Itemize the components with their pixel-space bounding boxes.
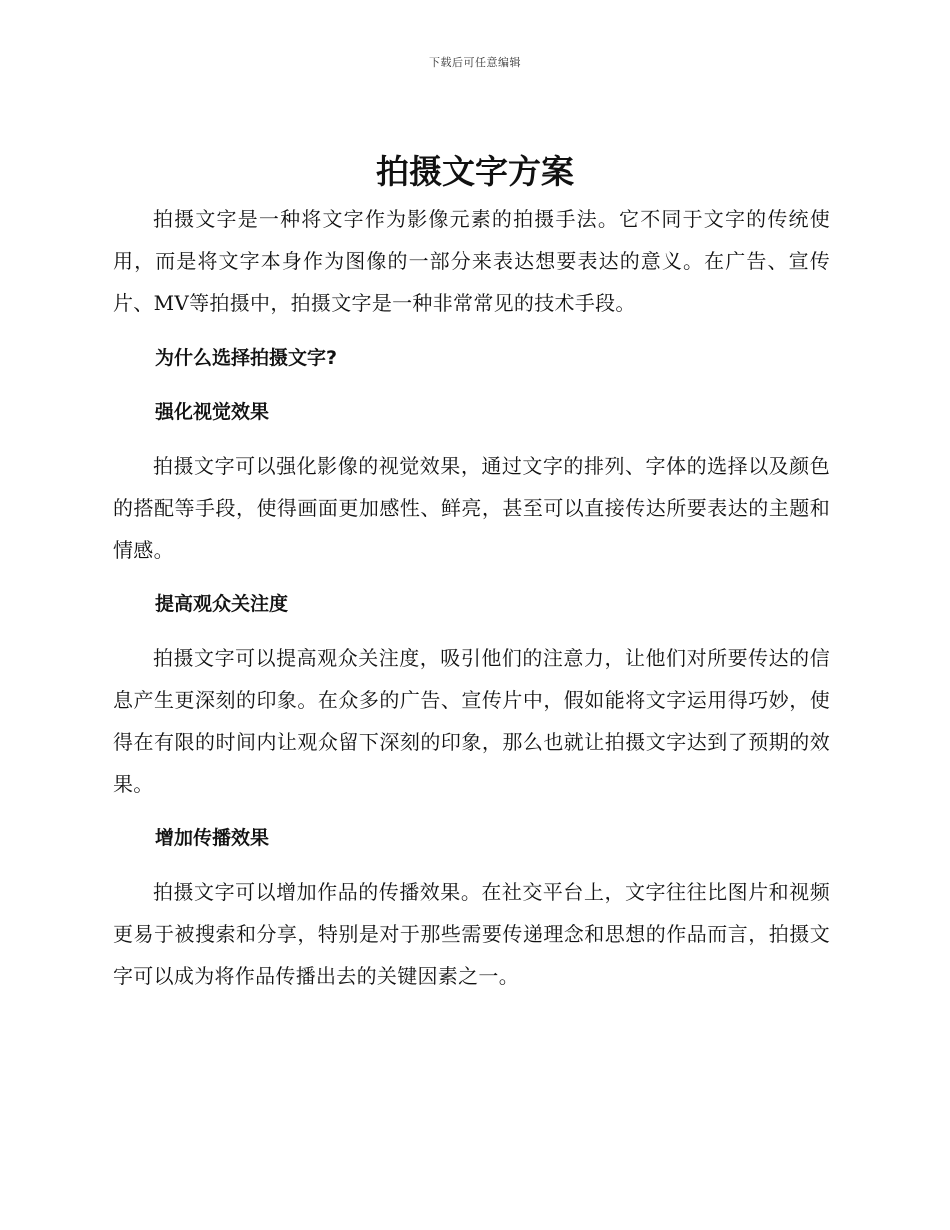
section-paragraph-spread: 拍摄文字可以增加作品的传播效果。在社交平台上，文字往往比图片和视频更易于被搜索和分享，特别是对于那些需要传递理念和思想的作品而言，拍摄文字可以成为将作品传播出去的关键因素之一。 [113,880,830,988]
spacer [113,625,830,637]
spacer [113,571,830,583]
intro-paragraph: 拍摄文字是一种将文字作为影像元素的拍摄手法。它不同于文字的传统使用，而是将文字本身作为图像的一部分来表达想要表达的意义。在广告、宣传片、MV等拍摄中，拍摄文字是一种非常常见的技术手段。 [113,207,830,315]
page-header-note: 下载后可任意编辑 [429,56,521,69]
document-title: 拍摄文字方案 [376,152,574,191]
spacer [113,805,830,817]
document-body [113,198,830,997]
spacer [113,859,830,871]
section-heading-visual: 强化视觉效果 [155,401,270,423]
spacer [113,433,830,445]
section-heading-attention: 提高观众关注度 [155,593,289,615]
section-paragraph-visual: 拍摄文字可以强化影像的视觉效果，通过文字的排列、字体的选择以及颜色的搭配等手段，使得画面更加感性、鲜亮，甚至可以直接传达所要表达的主题和情感。 [113,454,830,562]
spacer [113,379,830,391]
section-heading-why: 为什么选择拍摄文字? [155,347,338,369]
section-paragraph-attention: 拍摄文字可以提高观众关注度，吸引他们的注意力，让他们对所要传达的信息产生更深刻的印象。在众多的广告、宣传片中，假如能将文字运用得巧妙，使得在有限的时间内让观众留下深刻的印象，那么也就让拍摄文字达到了预期的效果。 [113,646,830,796]
section-heading-spread: 增加传播效果 [155,827,270,849]
spacer [113,324,830,337]
